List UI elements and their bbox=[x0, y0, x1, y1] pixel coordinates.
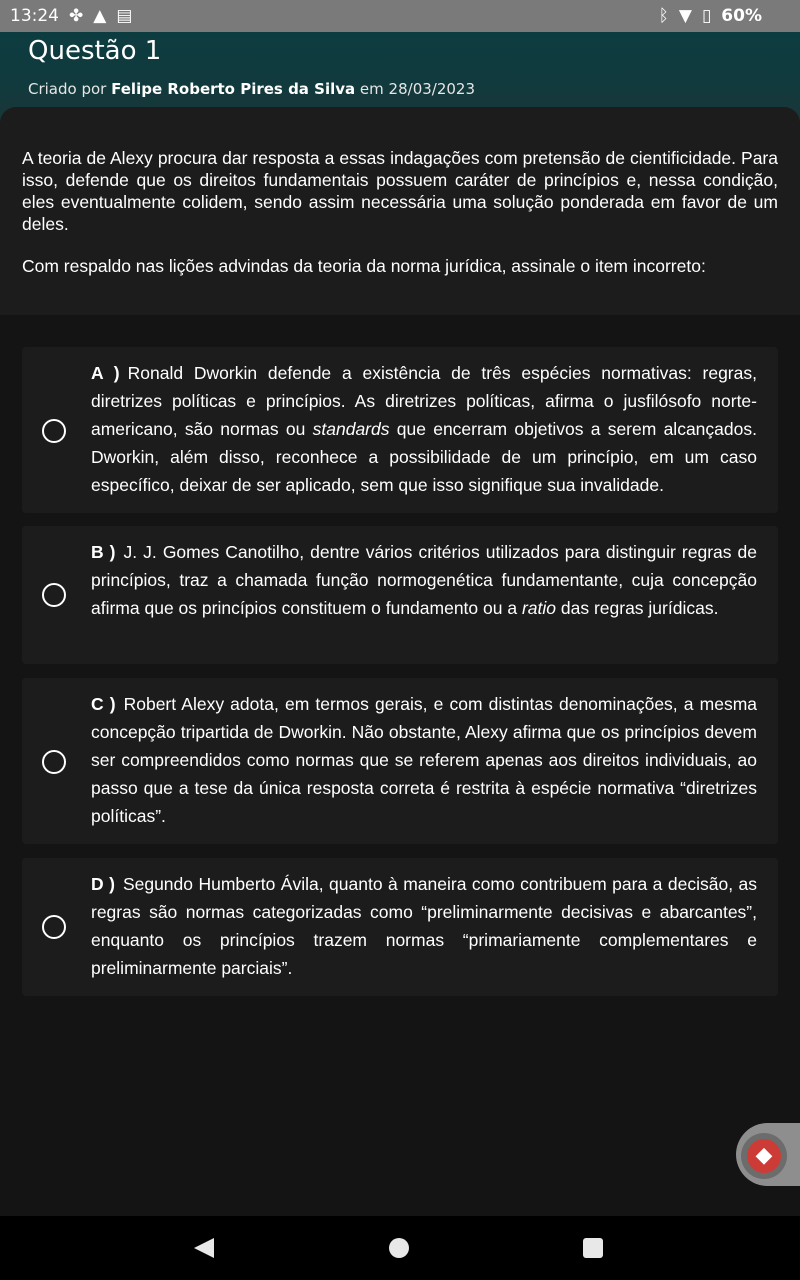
option-text-part: Ronald Dworkin defende a existência de três espécies normativas: regras, diretrizes políticas e princípios. As diretrizes políticas, afirma o jusfilósofo norte-americano, são normas ou bbox=[91, 363, 757, 439]
option-a[interactable] bbox=[22, 347, 778, 513]
floating-button[interactable] bbox=[741, 1133, 787, 1179]
option-letter: C ) bbox=[91, 694, 116, 714]
option-b[interactable] bbox=[22, 526, 778, 664]
anydesk-icon[interactable]: ◆ bbox=[747, 1139, 781, 1173]
option-c[interactable] bbox=[22, 678, 778, 844]
created-date: 28/03/2023 bbox=[388, 80, 476, 98]
option-letter: A ) bbox=[91, 363, 120, 383]
author-name: Felipe Roberto Pires da Silva bbox=[111, 80, 356, 98]
bluetooth-icon: ᛒ bbox=[658, 6, 669, 26]
home-icon[interactable] bbox=[389, 1238, 409, 1258]
floating-button-tab[interactable] bbox=[736, 1123, 800, 1186]
battery-icon: ▯ bbox=[701, 6, 712, 26]
wifi-icon: ▼ bbox=[678, 6, 692, 26]
page-title: Questão 1 bbox=[28, 36, 162, 66]
option-a-text[interactable] bbox=[91, 359, 757, 499]
byline-prefix: Criado por bbox=[28, 80, 107, 98]
option-text-part: que encerram objetivos a serem alcançados. Dworkin, além disso, reconhece a possibilidade de um princípio, em um caso específico, deixar de ser aplicado, sem que isso signifique sua invalidade. bbox=[91, 419, 757, 495]
option-text-italic: standards bbox=[312, 419, 390, 439]
option-b-text[interactable] bbox=[91, 538, 757, 622]
option-c-radio[interactable] bbox=[42, 750, 66, 774]
option-b-radio[interactable] bbox=[42, 583, 66, 607]
byline-mid: em bbox=[359, 80, 384, 98]
navigation-bar bbox=[0, 1216, 800, 1280]
option-text-part: das regras jurídicas. bbox=[560, 598, 719, 618]
back-icon[interactable] bbox=[194, 1238, 214, 1258]
option-text-part: Segundo Humberto Ávila, quanto à maneira como contribuem para a decisão, as regras são normas categorizadas como “preliminarmente decisivas e abarcantes”, enquanto os princípios trazem normas “primariamente complementares e preliminarmente parciais”. bbox=[91, 874, 757, 978]
status-bar bbox=[0, 0, 800, 32]
fan-icon: ✤ bbox=[69, 6, 84, 26]
author-byline bbox=[28, 80, 475, 98]
option-letter: B ) bbox=[91, 542, 116, 562]
option-a-radio[interactable] bbox=[42, 419, 66, 443]
option-d[interactable] bbox=[22, 858, 778, 996]
option-c-text[interactable] bbox=[91, 690, 757, 830]
battery-level: 60% bbox=[721, 6, 762, 26]
option-text-part: Robert Alexy adota, em termos gerais, e com distintas denominações, a mesma concepção tripartida de Dworkin. Não obstante, Alexy afirma que os princípios devem ser compreendidos como normas que se referem apenas aos direitos individuais, ao passo que a tese da única resposta correta é restrita à espécie normativa “diretrizes políticas”. bbox=[91, 694, 758, 826]
question-panel bbox=[0, 107, 800, 315]
option-text-italic: ratio bbox=[521, 598, 556, 618]
question-prompt: Com respaldo nas lições advindas da teoria da norma jurídica, assinale o item incorreto: bbox=[22, 256, 706, 276]
option-letter: D ) bbox=[91, 874, 115, 894]
option-d-text[interactable] bbox=[91, 870, 757, 982]
option-text-part: J. J. Gomes Canotilho, dentre vários critérios utilizados para distinguir regras de princípios, traz a chamada função normogenética fundamentante, cuja concepção afirma que os princípios constituem o fundamento ou a bbox=[91, 542, 758, 618]
warning-icon: ▲ bbox=[93, 6, 107, 26]
option-d-radio[interactable] bbox=[42, 915, 66, 939]
clock: 13:24 bbox=[10, 6, 59, 26]
recents-icon[interactable] bbox=[583, 1238, 603, 1258]
question-statement: A teoria de Alexy procura dar resposta a essas indagações com pretensão de cientificidade. Para isso, defende que os direitos fundamentais possuem caráter de princípios e, nessa condição, eles eventualmente colidem, sendo assim necessária uma solução ponderada em favor de um deles. bbox=[22, 148, 778, 234]
calendar-icon: ▤ bbox=[116, 6, 133, 26]
